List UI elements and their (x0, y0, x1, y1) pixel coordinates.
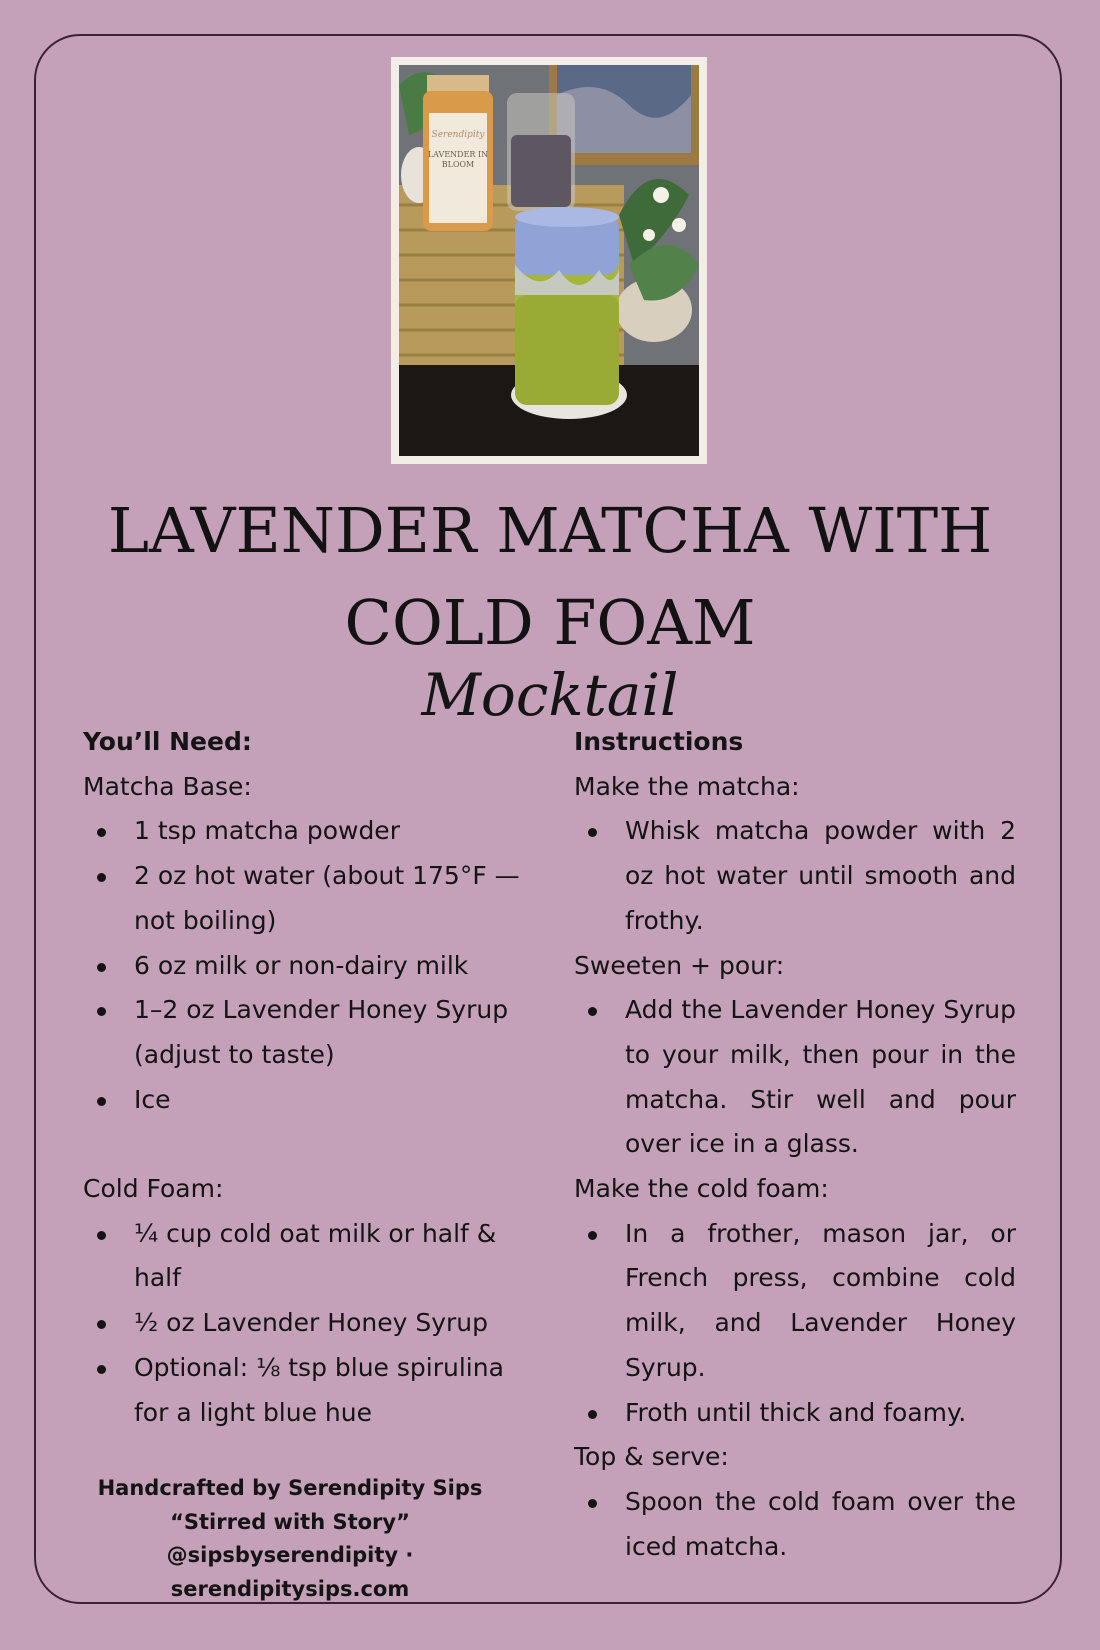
bottle-label-name-2: BLOOM (441, 160, 475, 169)
section-spacer (83, 1122, 533, 1167)
instruction-step-label: Make the cold foam: (574, 1174, 829, 1204)
ingredient-item: Optional: ⅛ tsp blue spirulina for a light blue hue (83, 1346, 533, 1435)
instruction-list (574, 1480, 1016, 1569)
ingredient-item: 6 oz milk or non-dairy milk (83, 944, 533, 989)
ingredient-group-label: Cold Foam: (83, 1174, 224, 1204)
instruction-item: In a frother, mason jar, or French press, combine cold milk, and Lavender Honey Syrup. (574, 1212, 1016, 1391)
ingredients-section (83, 720, 533, 1435)
ingredient-item: ¼ cup cold oat milk or half & half (83, 1212, 533, 1301)
instruction-step-label: Make the matcha: (574, 771, 800, 801)
recipe-title: LAVENDER MATCHA WITH COLD FOAM (107, 494, 993, 659)
ingredient-list (83, 1212, 533, 1436)
ingredient-item: 2 oz hot water (about 175°F — not boiling) (83, 854, 533, 943)
instruction-item: Whisk matcha powder with 2 oz hot water until smooth and frothy. (574, 809, 1016, 943)
instruction-item: Add the Lavender Honey Syrup to your milk, then pour in the matcha. Stir well and pour over ice in a glass. (574, 988, 1016, 1167)
footer-credit-line: Handcrafted by Serendipity Sips (97, 1476, 483, 1500)
instruction-list (574, 1212, 1016, 1436)
ingredient-item: 1 tsp matcha powder (83, 809, 533, 854)
footer-credits (50, 1472, 530, 1606)
lavender-matcha-drink-image (399, 65, 699, 456)
footer-handle-website: @sipsbyserendipity · serendipitysips.com (166, 1543, 414, 1601)
instruction-list (574, 809, 1016, 943)
instruction-step-label: Sweeten + pour: (574, 950, 785, 980)
ingredient-group-label: Matcha Base: (83, 771, 252, 801)
instruction-list (574, 988, 1016, 1167)
bottle-label-name: LAVENDER IN (427, 150, 489, 159)
recipe-subtitle: Mocktail (421, 661, 679, 729)
instruction-item: Spoon the cold foam over the iced matcha. (574, 1480, 1016, 1569)
recipe-photo (391, 57, 707, 464)
ingredients-heading: You’ll Need: (83, 727, 252, 756)
instruction-item: Froth until thick and foamy. (574, 1391, 1016, 1436)
instructions-section (574, 720, 1016, 1569)
ingredient-item: Ice (83, 1078, 533, 1123)
footer-tagline: “Stirred with Story” (170, 1509, 410, 1534)
instruction-step-label: Top & serve: (574, 1442, 729, 1472)
ingredient-item: 1–2 oz Lavender Honey Syrup (adjust to taste) (83, 988, 533, 1077)
bottle-label-brand: Serendipity (431, 130, 485, 140)
ingredient-item: ½ oz Lavender Honey Syrup (83, 1301, 533, 1346)
instructions-heading: Instructions (574, 727, 744, 756)
ingredient-list (83, 809, 533, 1122)
